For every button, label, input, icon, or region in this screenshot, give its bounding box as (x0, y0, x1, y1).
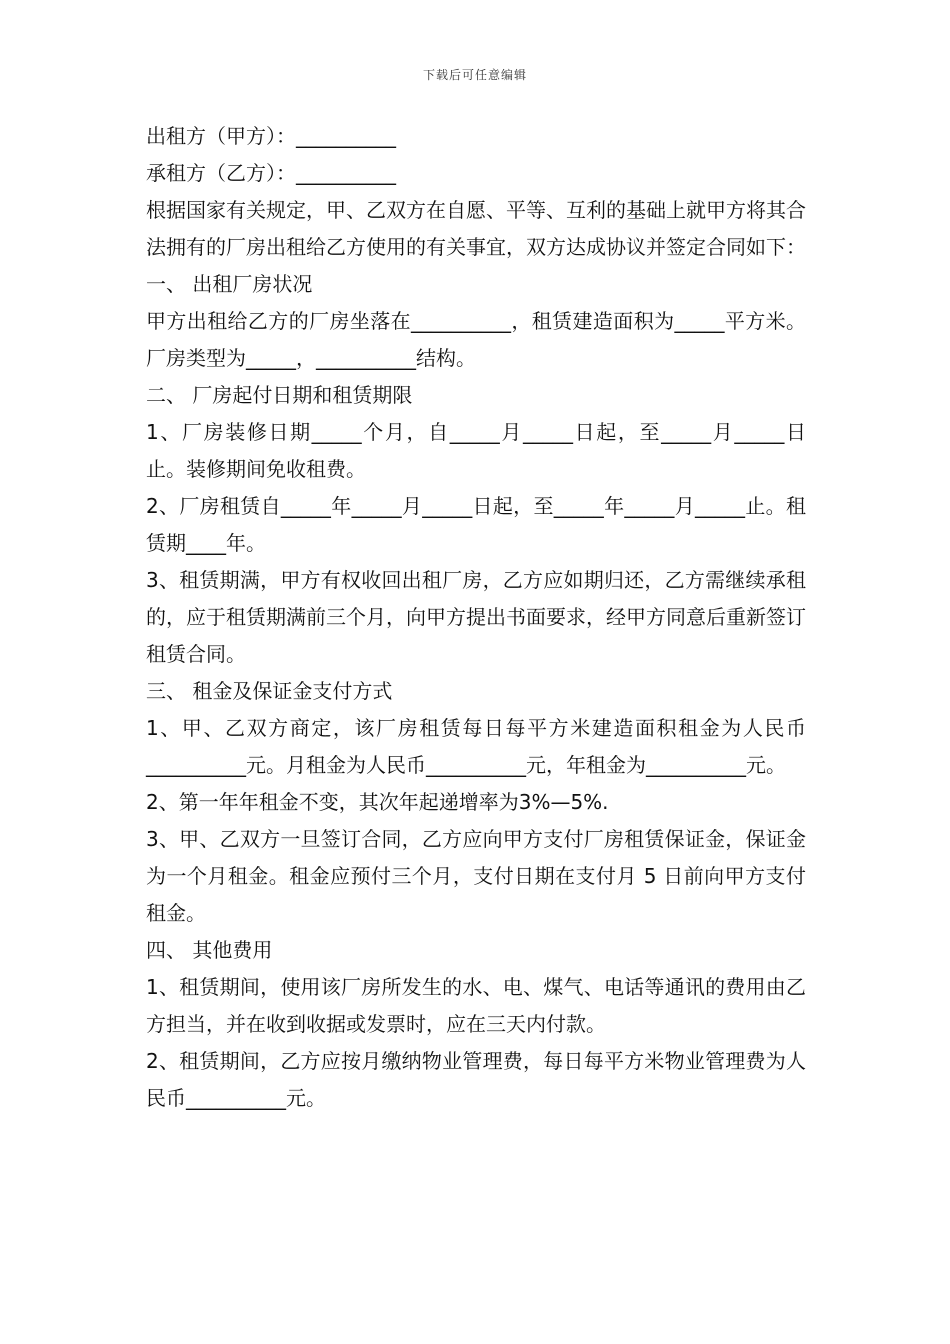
lessee-line: 承租方（乙方）：__________ (146, 161, 396, 185)
contract-body (146, 118, 806, 1117)
clause-3-1: 1、甲、乙双方商定，该厂房租赁每日每平方米建造面积租金为人民币__________元。月租金为人民币__________元，年租金为__________元。 (146, 716, 806, 777)
section-heading-1: 一、 出租厂房状况 (146, 272, 313, 296)
section-heading-3: 三、 租金及保证金支付方式 (146, 679, 393, 703)
clause-3-2: 2、第一年年租金不变，其次年起递增率为3%—5%. (146, 790, 609, 814)
clause-4-2: 2、租赁期间，乙方应按月缴纳物业管理费，每日每平方米物业管理费为人民币__________元。 (146, 1049, 806, 1110)
property-description: 甲方出租给乙方的厂房坐落在__________，租赁建造面积为_____平方米。厂房类型为_____，__________结构。 (146, 309, 806, 370)
clause-2-3: 3、租赁期满，甲方有权收回出租厂房，乙方应如期归还，乙方需继续承租的，应于租赁期满前三个月，向甲方提出书面要求，经甲方同意后重新签订租赁合同。 (146, 568, 806, 666)
header-note: 下载后可任意编辑 (422, 68, 527, 82)
clause-3-3: 3、甲、乙双方一旦签订合同，乙方应向甲方支付厂房租赁保证金，保证金为一个月租金。租金应预付三个月，支付日期在支付月 5 日前向甲方支付租金。 (146, 827, 806, 925)
section-heading-2: 二、 厂房起付日期和租赁期限 (146, 383, 413, 407)
lessor-line: 出租方（甲方）：__________ (146, 124, 396, 148)
clause-4-1: 1、租赁期间，使用该厂房所发生的水、电、煤气、电话等通讯的费用由乙方担当，并在收到收据或发票时，应在三天内付款。 (146, 975, 806, 1036)
clause-2-1: 1、厂房装修日期_____个月，自_____月_____日起，至_____月_____日止。装修期间免收租费。 (146, 420, 806, 481)
clause-2-2: 2、厂房租赁自_____年_____月_____日起，至_____年_____月_____止。租赁期____年。 (146, 494, 806, 555)
section-heading-4: 四、 其他费用 (146, 938, 273, 962)
preamble-paragraph: 根据国家有关规定，甲、乙双方在自愿、平等、互利的基础上就甲方将其合法拥有的厂房出租给乙方使用的有关事宜，双方达成协议并签定合同如下： (146, 198, 806, 259)
